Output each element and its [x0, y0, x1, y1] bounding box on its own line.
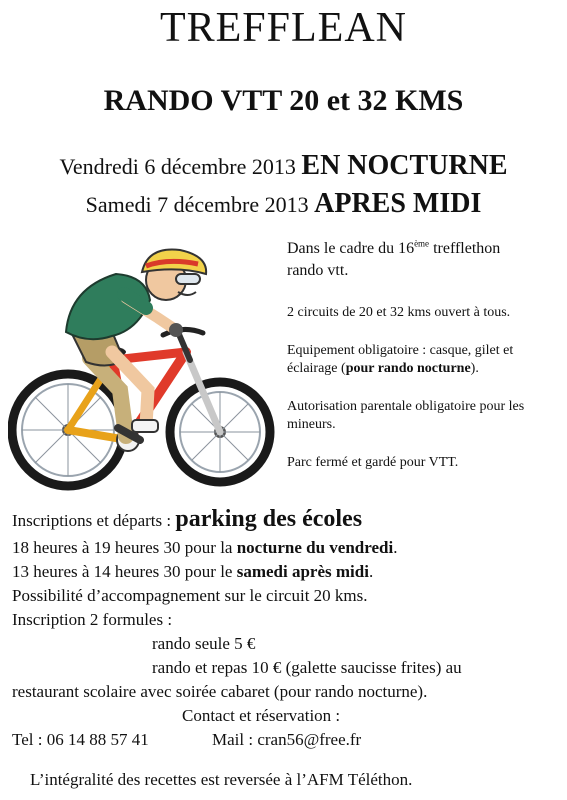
schedule-saturday — [12, 562, 373, 582]
info-equipement — [287, 342, 557, 378]
info-autorisation: Autorisation parentale obligatoire pour les mineurs. — [287, 399, 525, 432]
accompagnement-line: Possibilité d’accompagnement sur le circuit 20 kms. — [12, 586, 368, 605]
contact-tel: Tel : 06 14 88 57 41 — [12, 730, 149, 749]
info-circuits: 2 circuits de 20 et 32 kms ouvert à tous. — [287, 305, 511, 320]
formules-heading: Inscription 2 formules : — [12, 610, 173, 629]
page-title: TREFFLEAN — [159, 5, 407, 51]
info-equip-a: Equipement obligatoire : casque, gilet et éclairage ( — [287, 343, 514, 376]
contact-mail: Mail : cran56@free.fr — [212, 730, 362, 749]
info-cadre-suffix: trefflethon — [429, 240, 501, 257]
schedule-saturday-a: 13 heures à 14 heures 30 pour le — [12, 562, 237, 581]
mountain-biker-cartoon-icon — [8, 240, 278, 495]
formule-2: rando et repas 10 € (galette saucisse frites) au — [152, 658, 462, 677]
contact-heading: Contact et réservation : — [182, 706, 341, 725]
date-saturday — [0, 188, 567, 220]
info-cadre-sup: ème — [414, 238, 430, 249]
date-friday-emph: EN NOCTURNE — [301, 150, 508, 181]
event-subtitle: RANDO VTT 20 et 32 KMS — [103, 84, 464, 117]
info-cadre-line2: rando vtt. — [287, 262, 349, 279]
date-saturday-text: Samedi 7 décembre 2013 — [85, 192, 315, 217]
date-friday — [0, 150, 567, 182]
formule-1: rando seule 5 € — [152, 634, 256, 653]
info-equip-bold: pour rando nocturne — [345, 361, 471, 376]
schedule-saturday-b: . — [368, 562, 374, 581]
date-saturday-emph: APRES MIDI — [314, 188, 482, 219]
schedule-saturday-bold: samedi après midi — [236, 562, 369, 581]
schedule-friday — [12, 538, 397, 558]
info-parc: Parc fermé et gardé pour VTT. — [287, 455, 459, 470]
info-equip-b: ). — [470, 361, 479, 376]
info-cadre-prefix: Dans le cadre du 16 — [287, 240, 415, 257]
inscriptions-line — [12, 506, 362, 533]
footer-note: L’intégralité des recettes est reversée à l’AFM Téléthon. — [30, 770, 413, 789]
schedule-friday-a: 18 heures à 19 heures 30 pour la — [12, 538, 237, 557]
date-friday-text: Vendredi 6 décembre 2013 — [59, 154, 302, 179]
inscriptions-prefix: Inscriptions et départs : — [12, 511, 176, 530]
info-cadre — [287, 238, 562, 282]
schedule-friday-b: . — [393, 538, 398, 557]
formule-2-cont: restaurant scolaire avec soirée cabaret (pour rando nocturne). — [12, 682, 428, 701]
inscriptions-place: parking des écoles — [175, 506, 363, 532]
schedule-friday-bold: nocturne du vendredi — [236, 538, 394, 557]
